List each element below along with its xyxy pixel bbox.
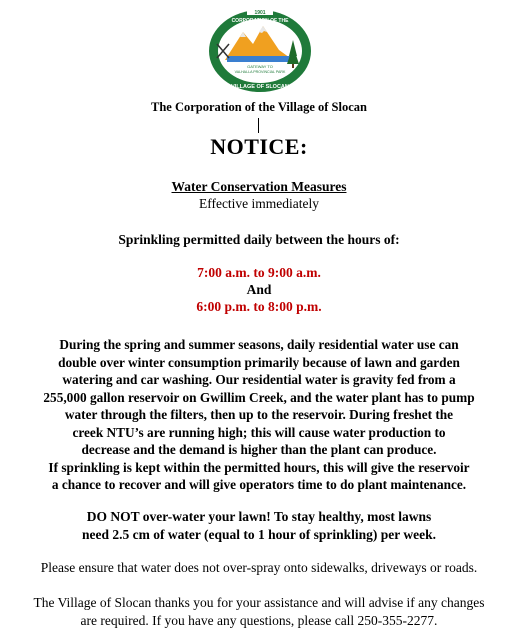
paragraph-line: water through the filters, then up to the reservoir. During freshet the (64, 407, 454, 422)
seal-inner-text-1: GATEWAY TO (247, 64, 273, 69)
notice-title: NOTICE: (210, 134, 308, 159)
paragraph-line: creek NTU’s are running high; this will cause water production to (72, 424, 446, 440)
seal-inner-text-2: VALHALLA PROVINCIAL PARK (234, 70, 286, 74)
thanks-line: The Village of Slocan thanks you for your assistance and will advise if any changes (33, 595, 485, 610)
organization-name: The Corporation of the Village of Slocan (151, 100, 367, 114)
thanks-line: are required. If you have any questions, please call 250-355-2277. (80, 612, 438, 628)
paragraph-line: a chance to recover and will give operators time to do plant maintenance. (51, 477, 467, 492)
seal-water (227, 56, 291, 62)
village-seal-logo (207, 8, 313, 94)
seal-year: 1901 (254, 10, 266, 16)
overwater-warning (10, 508, 508, 543)
paragraph-line: double over winter consumption primarily because of lawn and garden (58, 354, 460, 370)
sprinkling-intro: Sprinkling permitted daily between the hours of: (118, 232, 400, 247)
thanks-paragraph (0, 594, 518, 629)
paragraph-line: During the spring and summer seasons, daily residential water use can (59, 337, 459, 352)
overspray-notice: Please ensure that water does not over-spray onto sidewalks, driveways or roads. (40, 560, 478, 575)
warning-line: need 2.5 cm of water (equal to 1 hour of sprinkling) per week. (82, 526, 436, 542)
explanation-paragraph (10, 336, 508, 494)
effective-date: Effective immediately (198, 196, 320, 211)
warning-line: DO NOT over-water your lawn! To stay healthy, most lawns (86, 509, 432, 524)
hours-conjunction: And (246, 282, 272, 297)
paragraph-line: 255,000 gallon reservoir on Gwillim Creek, and the water plant has to pump (43, 389, 475, 405)
paragraph-line: If sprinkling is kept within the permitted hours, this will give the reservoir (48, 459, 470, 475)
seal-top-arc: CORPORATION OF THE (231, 18, 289, 24)
seal-bottom-arc: VILLAGE OF SLOCAN (231, 84, 289, 90)
text-cursor (258, 118, 259, 133)
paragraph-line: decrease and the demand is higher than the plant can produce. (81, 442, 437, 457)
paragraph-line: watering and car washing. Our residential water is gravity fed from a (62, 372, 456, 387)
seal-tree-trunk (292, 64, 294, 68)
evening-hours: 6:00 p.m. to 8:00 p.m. (196, 299, 322, 314)
section-heading: Water Conservation Measures (171, 179, 347, 194)
morning-hours: 7:00 a.m. to 9:00 a.m. (197, 265, 321, 280)
